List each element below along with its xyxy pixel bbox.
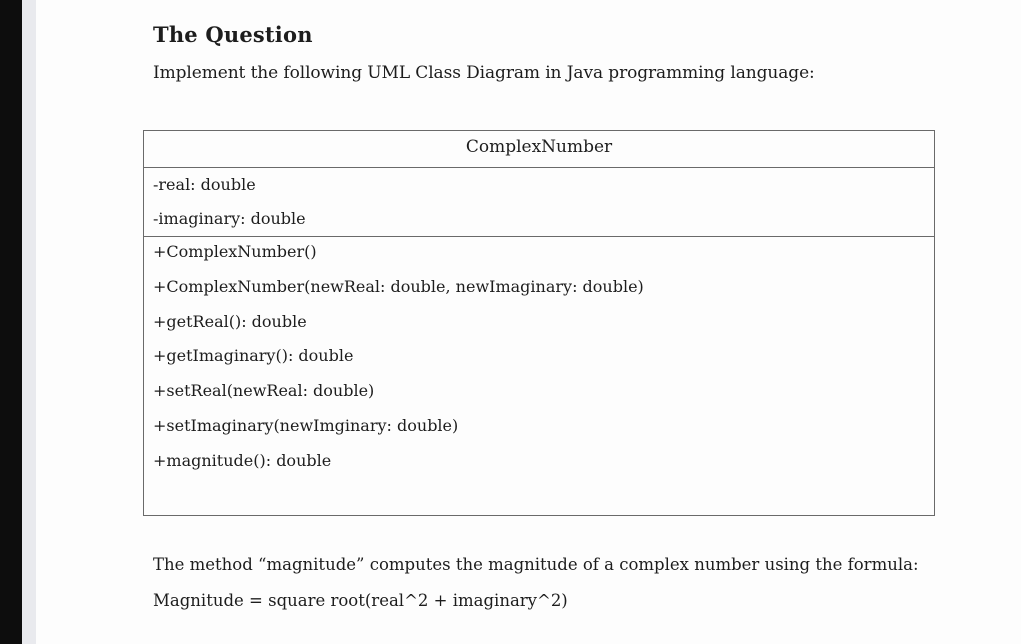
uml-method: +getImaginary(): double [153,346,354,366]
uml-class-diagram [143,130,935,516]
uml-class-name: ComplexNumber [144,131,934,168]
magnitude-formula: Magnitude = square root(real^2 + imaginary^2) [153,591,568,610]
uml-attribute: -real: double [153,175,256,194]
left-edge-strip [0,0,22,644]
uml-attributes-section [144,168,934,237]
uml-method: +magnitude(): double [153,450,332,470]
uml-method: +setImaginary(newImginary: double) [153,415,459,435]
uml-methods-section [144,237,934,481]
uml-method: +ComplexNumber(newReal: double, newImaginary: double) [153,276,644,296]
uml-method: +getReal(): double [153,311,307,331]
uml-method: +setReal(newReal: double) [153,381,375,401]
intro-text: Implement the following UML Class Diagram in Java programming language: [153,63,815,83]
document-page [36,0,1021,644]
magnitude-note: The method “magnitude” computes the magnitude of a complex number using the formula: [153,555,919,574]
page-title: The Question [153,22,313,47]
uml-method: +ComplexNumber() [153,242,317,261]
uml-attribute: -imaginary: double [153,209,306,228]
